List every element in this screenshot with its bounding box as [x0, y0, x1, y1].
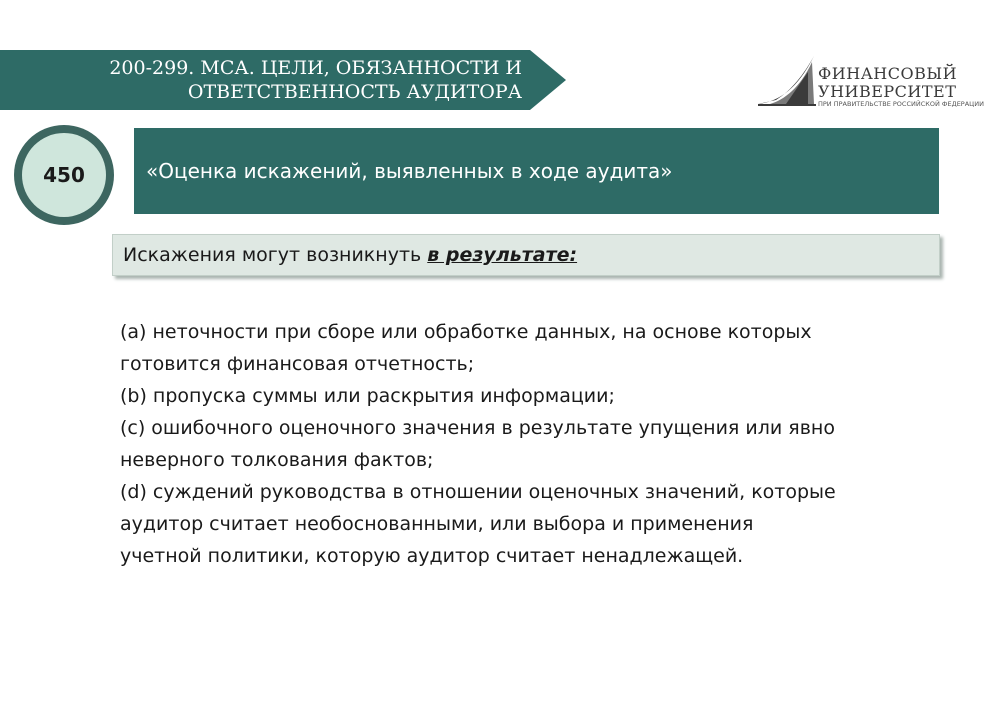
standard-title: «Оценка искажений, выявленных в ходе аудита» — [146, 159, 673, 183]
list-item-line: аудитор считает необоснованными, или выбора и применения — [120, 513, 754, 535]
list-item-line: неверного толкования фактов; — [120, 449, 434, 471]
list-item-c — [120, 412, 920, 476]
list-item-line: (a) неточности при сборе или обработке данных, на основе которых — [120, 321, 812, 343]
list-item-line: (b) пропуска суммы или раскрытия информации; — [120, 385, 615, 407]
list-item-a — [120, 316, 920, 380]
lead-statement-box — [112, 234, 940, 276]
list-item-line: готовится финансовая отчетность; — [120, 353, 475, 375]
list-item-d — [120, 476, 920, 572]
logo-emblem-icon — [756, 52, 818, 108]
list-item-line: (d) суждений руководства в отношении оценочных значений, которые — [120, 481, 836, 503]
title-line-1: 200-299. МСА. ЦЕЛИ, ОБЯЗАННОСТИ И — [109, 57, 522, 79]
list-item-line: (c) ошибочного оценочного значения в результате упущения или явно — [120, 417, 835, 439]
list-item-b — [120, 380, 920, 412]
title-line-2: ОТВЕТСТВЕННОСТЬ АУДИТОРА — [187, 81, 522, 103]
logo-text-line-2: УНИВЕРСИТЕТ — [818, 82, 957, 101]
standard-number-badge: 450 — [22, 133, 106, 217]
logo-text-line-3: ПРИ ПРАВИТЕЛЬСТВЕ РОССИЙСКОЙ ФЕДЕРАЦИИ — [818, 100, 984, 108]
list-item-line: учетной политики, которую аудитор считает ненадлежащей. — [120, 545, 744, 567]
slide-title — [60, 56, 522, 104]
lead-text: Искажения могут возникнуть — [123, 244, 428, 266]
university-logo — [756, 52, 984, 108]
lead-emphasis: в результате: — [427, 244, 578, 266]
logo-text-line-1: ФИНАНСОВЫЙ — [818, 64, 958, 83]
misstatement-list — [120, 316, 920, 572]
lead-statement — [123, 244, 577, 266]
standard-title-bar — [134, 128, 939, 214]
